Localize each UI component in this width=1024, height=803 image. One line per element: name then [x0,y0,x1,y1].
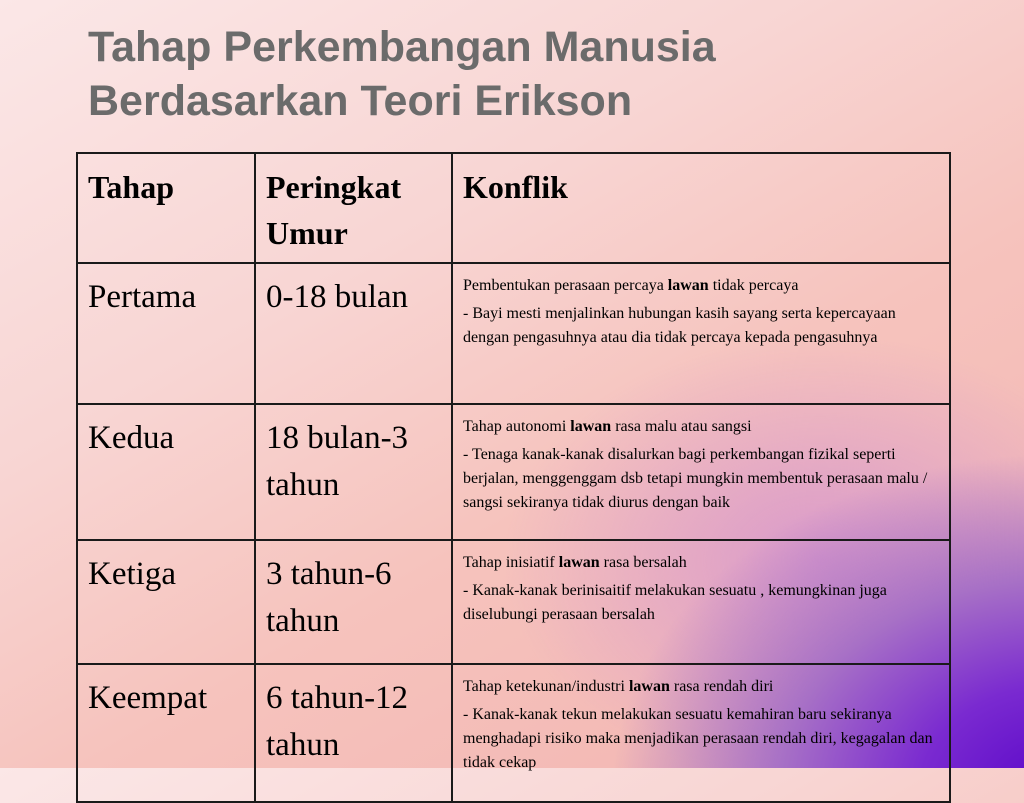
table-row [77,540,950,664]
age-cell: 18 bulan-3 tahun [255,404,452,540]
conflict-description: - Tenaga kanak-kanak disalurkan bagi perkembangan fizikal seperti berjalan, menggenggam dsb tetapi mungkin membentuk perasaan malu / sangsi sekiranya tidak diurus dengan baik [463,446,928,511]
conflict-summary [463,675,940,699]
erikson-stages-table [76,152,951,803]
conflict-keyword: lawan [628,678,670,695]
slide-title-line-1: Tahap Perkembangan Manusia [88,23,716,71]
conflict-summary [463,415,940,439]
slide-title [88,20,988,128]
conflict-summary [463,551,940,575]
conflict-text-pre: Tahap autonomi [463,418,571,435]
conflict-cell [452,540,950,664]
conflict-keyword: lawan [667,277,709,294]
table-row [77,404,950,540]
stage-cell: Kedua [77,404,255,540]
stage-cell: Keempat [77,664,255,802]
conflict-description: - Bayi mesti menjalinkan hubungan kasih sayang serta kepercayaan dengan pengasuhnya atau dia tidak percaya kepada pengasuhnya [463,305,896,346]
conflict-summary [463,274,940,298]
age-cell: 6 tahun-12 tahun [255,664,452,802]
conflict-text-pre: Tahap ketekunan/industri [463,678,629,695]
conflict-description: - Kanak-kanak tekun melakukan sesuatu kemahiran baru sekiranya menghadapi risiko maka menjadikan perasaan rendah diri, kegagalan dan tidak cekap [463,706,933,771]
conflict-text-post: rasa bersalah [599,554,687,571]
conflict-text-post: rasa rendah diri [669,678,774,695]
conflict-keyword: lawan [570,418,612,435]
header-age-range: Peringkat Umur [255,153,452,263]
conflict-text-pre: Pembentukan perasaan percaya [463,277,668,294]
conflict-keyword: lawan [558,554,600,571]
age-cell: 0-18 bulan [255,263,452,404]
table-row [77,263,950,404]
header-conflict: Konflik [452,153,950,263]
conflict-description: - Kanak-kanak berinisaitif melakukan sesuatu , kemungkinan juga diselubungi perasaan bersalah [463,582,887,623]
slide-title-line-2: Berdasarkan Teori Erikson [88,77,633,125]
table-row [77,664,950,802]
conflict-cell [452,404,950,540]
age-cell: 3 tahun-6 tahun [255,540,452,664]
header-stage: Tahap [77,153,255,263]
conflict-text-pre: Tahap inisiatif [463,554,559,571]
conflict-cell [452,263,950,404]
conflict-cell [452,664,950,802]
conflict-text-post: tidak percaya [708,277,799,294]
stage-cell: Pertama [77,263,255,404]
stage-cell: Ketiga [77,540,255,664]
table-header-row [77,153,950,263]
conflict-text-post: rasa malu atau sangsi [611,418,752,435]
